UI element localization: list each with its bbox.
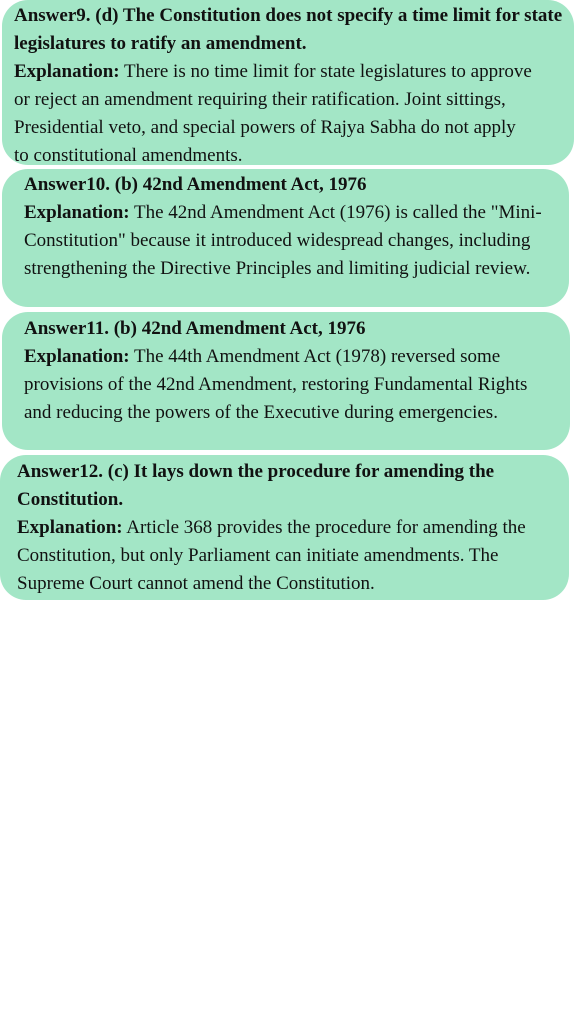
explanation-line: Presidential veto, and special powers of Rajya Sabha do not apply: [14, 117, 516, 138]
answer-title: Answer12. (c) It lays down the procedure for amending the Constitution.: [17, 461, 495, 510]
explanation-line: or reject an amendment requiring their ratification. Joint sittings,: [14, 89, 506, 110]
answer-card-9: [2, 0, 574, 165]
answer-title: Answer9. (d) The Constitution does not specify a time limit for state legislatures to ratify an amendment.: [14, 5, 563, 54]
answer-card-11: [2, 312, 570, 450]
answer-explanation: [17, 514, 557, 598]
answer-explanation: [24, 343, 544, 427]
explanation-text: The 44th Amendment Act (1978) reversed some provisions of the 42nd Amendment, restoring Fundamental Rights and reducing the powers of the Executive during emergencies.: [24, 346, 528, 423]
answer-title: Answer10. (b) 42nd Amendment Act, 1976: [24, 174, 367, 195]
explanation-text: Article 368 provides the procedure for amending the Constitution, but only Parliament can initiate amendments. The Supreme Court cannot amend the Constitution.: [17, 517, 526, 594]
answer-explanation: [14, 58, 574, 170]
explanation-label: Explanation:: [17, 517, 123, 538]
explanation-text: The 42nd Amendment Act (1976) is called the "Mini-Constitution" because it introduced widespread changes, including strengthening the Directive Principles and limiting judicial review.: [24, 202, 542, 279]
answer-card-10: [2, 169, 569, 307]
explanation-line: There is no time limit for state legislatures to approve: [119, 61, 532, 82]
explanation-label: Explanation:: [24, 346, 130, 367]
explanation-label: Explanation:: [14, 61, 120, 82]
answer-title: Answer11. (b) 42nd Amendment Act, 1976: [24, 318, 366, 339]
explanation-line: to constitutional amendments.: [14, 145, 243, 166]
answer-card-12: [0, 455, 569, 600]
answer-explanation: [24, 199, 554, 283]
explanation-label: Explanation:: [24, 202, 130, 223]
